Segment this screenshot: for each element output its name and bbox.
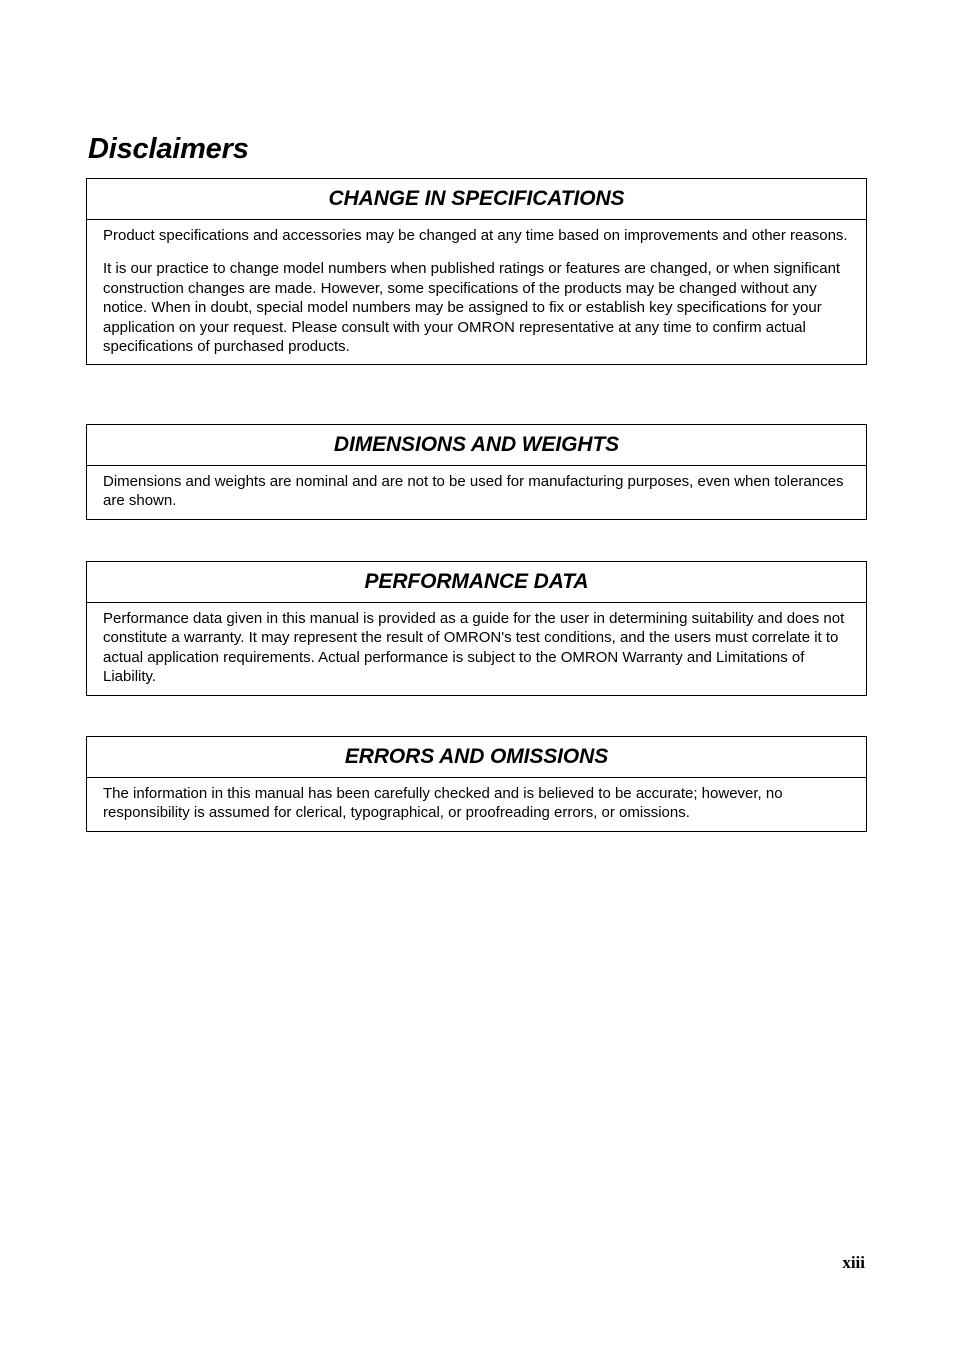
section-body [87,778,866,831]
section-body [87,220,866,364]
section-paragraph: Product specifications and accessories may be changed at any time based on improvements and other reasons. [103,227,848,244]
errors-and-omissions-box [86,736,867,832]
section-heading: DIMENSIONS AND WEIGHTS [87,425,866,466]
section-paragraph: The information in this manual has been carefully checked and is believed to be accurate; however, no responsibility is assumed for clerical, typographical, or proofreading errors, or omissions. [103,785,783,822]
section-heading: CHANGE IN SPECIFICATIONS [87,179,866,220]
performance-data-box [86,561,867,696]
section-paragraph: Dimensions and weights are nominal and are not to be used for manufacturing purposes, even when tolerances are shown. [103,473,844,510]
page-title: Disclaimers [88,133,249,165]
change-in-specifications-box [86,178,867,365]
dimensions-and-weights-box [86,424,867,520]
section-paragraph: Performance data given in this manual is provided as a guide for the user in determining suitability and does not constitute a warranty. It may represent the result of OMRON's test conditions, and the users must correlate it to actual application requirements. Actual performance is subject to the OMRON Warranty and Limitations of Liability. [103,610,845,686]
section-body [87,603,866,695]
page-number: xiii [842,1253,865,1272]
section-paragraph: It is our practice to change model numbers when published ratings or features are changed, or when significant construction changes are made. However, some specifications of the products may be changed without any notice. When in doubt, special model numbers may be assigned to fix or establish key specifications for your application on your request. Please consult with your OMRON representative at any time to confirm actual specifications of purchased products. [103,260,841,356]
section-body [87,466,866,519]
section-heading: PERFORMANCE DATA [87,562,866,603]
section-heading: ERRORS AND OMISSIONS [87,737,866,778]
